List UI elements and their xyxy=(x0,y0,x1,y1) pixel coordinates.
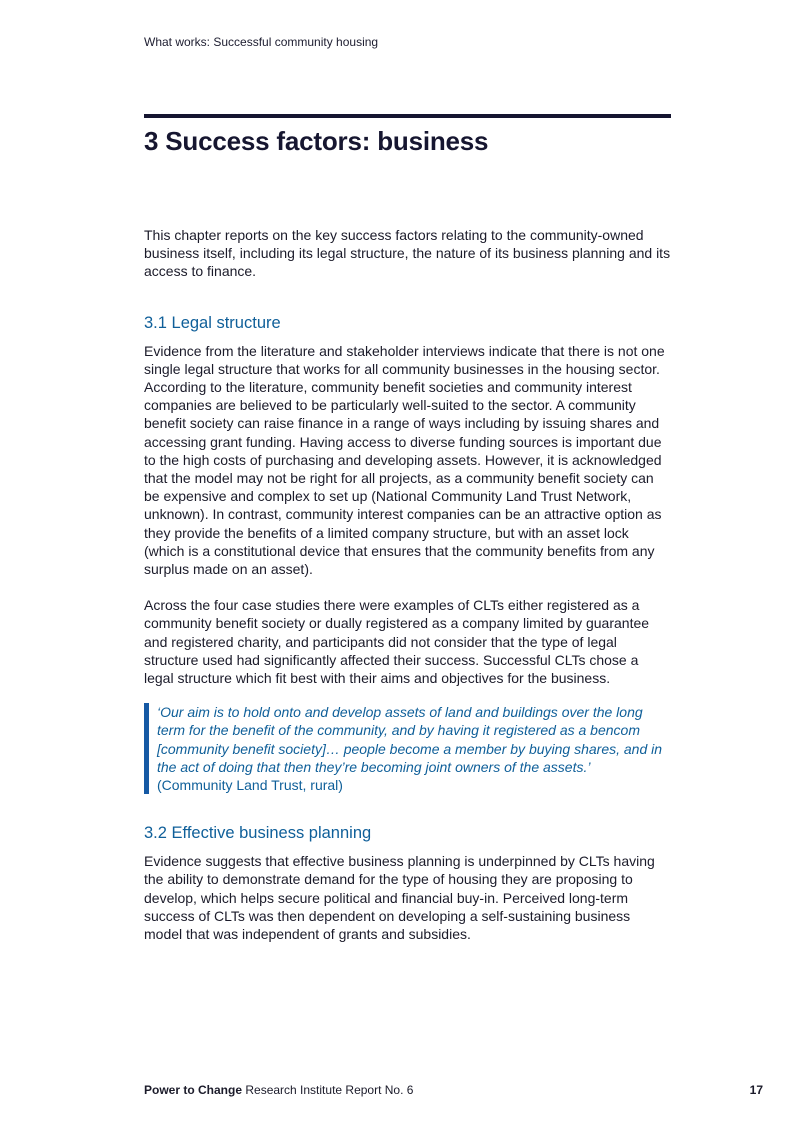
running-head: What works: Successful community housing xyxy=(144,35,379,49)
pull-quote xyxy=(144,703,671,794)
body-paragraph: Evidence from the literature and stakeholder interviews indicate that there is not one single legal structure that works for all community businesses in the housing sector. According to the literature, community benefit societies and community interest companies are believed to be particularly well-suited to the sector. A community benefit society can raise finance in a range of ways including by issuing shares and accessing grant funding. Having access to diverse funding sources is important due to the high costs of purchasing and developing assets. However, it is acknowledged that the model may not be right for all projects, as a community benefit society can be expensive and complex to set up (National Community Land Trust Network, unknown). In contrast, community interest companies can be an attractive option as they provide the benefits of a limited company structure, but with an asset lock (which is a constitutional device that ensures that the community benefits from any surplus made on an asset). xyxy=(144,342,665,578)
footer xyxy=(144,1083,413,1097)
chapter-title: 3 Success factors: business xyxy=(144,126,489,156)
quote-text: ‘Our aim is to hold onto and develop assets of land and buildings over the long term for the benefit of the community, and by having it registered as a bencom [community benefit society]… people become a member by buying shares, and in the act of doing that then they’re becoming joint owners of the assets.’ xyxy=(157,704,663,775)
page-number: 17 xyxy=(749,1083,763,1097)
footer-brand: Power to Change xyxy=(144,1083,243,1097)
title-rule xyxy=(144,114,671,118)
body-paragraph: Evidence suggests that effective business planning is underpinned by CLTs having the ability to demonstrate demand for the type of housing they are proposing to develop, which helps secure political and financial buy-in. Perceived long-term success of CLTs was then dependent on developing a self-sustaining business model that was independent of grants and subsidies. xyxy=(144,853,655,943)
intro-paragraph: This chapter reports on the key success factors relating to the community-owned business itself, including its legal structure, the nature of its business planning and its access to finance. xyxy=(144,227,671,280)
footer-report-title: Research Institute Report No. 6 xyxy=(245,1083,414,1097)
body-paragraph: Across the four case studies there were examples of CLTs either registered as a community benefit society or dually registered as a company limited by guarantee and registered charity, and participants did not consider that the type of legal structure used had significantly affected their success. Successful CLTs chose a legal structure which fit best with their aims and objectives for the business. xyxy=(144,597,650,687)
quote-attribution: (Community Land Trust, rural) xyxy=(157,777,343,794)
section-heading-legal-structure: 3.1 Legal structure xyxy=(144,313,281,332)
section-heading-business-planning: 3.2 Effective business planning xyxy=(144,824,372,843)
page-body xyxy=(144,226,671,943)
